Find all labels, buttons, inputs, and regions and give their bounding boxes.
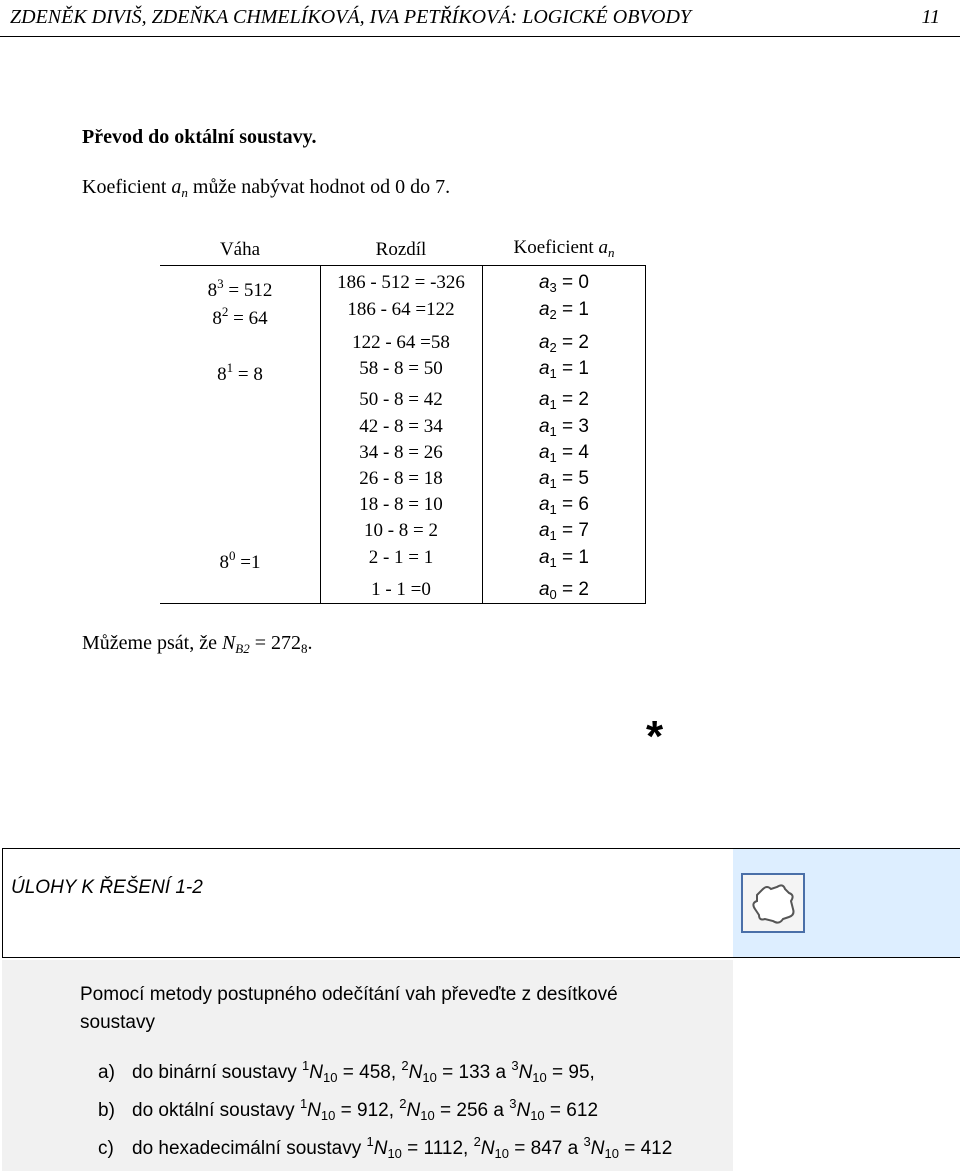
weight-base: 8 [212,308,222,329]
weight-cell [160,548,320,574]
table-header-rule [160,265,646,266]
task-body [2,960,733,1171]
task-item-text: do oktální soustavy [132,1100,295,1121]
conversion-table [160,236,646,604]
weight-exp: 0 [229,548,236,563]
coef-value: = 1 [556,358,590,379]
value-index: 2 [473,1134,481,1149]
task-header-box [2,848,960,958]
value-base: 10 [323,1070,338,1085]
value-index: 3 [509,1096,517,1111]
header-rule [0,36,960,37]
coefficient-cell [482,272,646,295]
coef-var: a [538,272,550,293]
weight-exp: 1 [226,360,234,375]
value-index: 1 [302,1058,310,1073]
task-icon-panel [733,849,960,957]
value-base: 10 [420,1108,435,1123]
coefficient-cell [482,358,646,381]
coef-value: = 2 [556,332,590,353]
coef-var: a [538,494,550,515]
difference-cell: 186 - 512 = -326 [337,272,465,293]
value-base: 10 [320,1108,336,1123]
coefficient-cell [482,494,646,517]
task-item-label: b) [98,1100,115,1121]
value-index: 2 [399,1096,407,1111]
coef-sub: 1 [549,476,557,491]
task-item [98,1058,595,1085]
task-item-text: do binární soustavy [132,1062,297,1083]
coef-var: a [538,332,550,353]
weight-base: 8 [219,552,230,573]
value-index: 1 [366,1134,374,1149]
task-item-label: c) [98,1138,114,1159]
coef-sub: 1 [549,397,557,412]
coef-sub: 1 [549,555,557,570]
weight-cell [160,360,320,386]
coef-var: a [538,358,550,379]
value-var: N [518,1062,533,1083]
coef-sub: 1 [549,502,557,517]
coef-var: a [538,547,550,568]
value-index: 1 [299,1096,308,1111]
value-eq: = 612 [544,1100,599,1121]
coef-value: = 2 [556,389,590,410]
coefficient-cell [482,520,646,543]
coef-value: = 7 [556,520,590,541]
difference-cell: 26 - 8 = 18 [359,468,443,489]
conclusion-line: Můžeme psát, že $N_{B2} = 272_8$. [82,632,313,656]
task-intro: Pomocí metody postupného odečítání vah převeďte z desítkové [80,984,618,1005]
page-number: 11 [921,6,940,28]
task-item-label: a) [98,1062,115,1083]
header-weight: Váha [219,239,261,260]
coef-sub: 2 [549,340,557,355]
coef-sub: 1 [549,450,557,465]
value-var: N [307,1100,321,1121]
coefficient-cell [482,547,646,570]
difference-cell: 42 - 8 = 34 [359,416,443,437]
section-title: Převod do oktální soustavy. [82,126,317,148]
coefficient-cell [482,416,646,439]
table-bottom-rule [160,603,646,604]
task-item [98,1096,598,1123]
coef-value: = 3 [556,416,590,437]
value-var: N [408,1062,423,1083]
weight-cell [160,276,320,302]
value-eq: = 458, [337,1062,397,1083]
coef-sub: 1 [549,528,557,543]
value-var: N [480,1138,495,1159]
section-end-star: * [646,712,664,761]
value-base: 10 [604,1146,619,1161]
value-index: 3 [583,1134,591,1149]
coef-sub: 3 [549,280,557,295]
coef-value: = 5 [556,468,590,489]
value-var: N [516,1100,531,1121]
coefficient-cell [482,579,646,602]
weight-value: =1 [235,552,261,573]
value-eq: = 95, [546,1062,595,1083]
coefficient-cell [482,299,646,322]
weight-value: = 8 [233,364,263,385]
value-index: 3 [511,1058,519,1073]
value-eq: = 912, [335,1100,395,1121]
difference-cell: 34 - 8 = 26 [359,442,443,463]
coef-sub: 1 [549,366,557,381]
value-eq: = 1112, [401,1138,469,1159]
value-base: 10 [532,1070,547,1085]
value-eq: = 847 a [509,1138,579,1159]
value-var: N [590,1138,605,1159]
value-index: 2 [401,1058,409,1073]
coef-var: a [538,520,550,541]
difference-cell: 186 - 64 =122 [347,299,455,320]
puzzle-icon-graphic [743,875,803,931]
value-base: 10 [530,1108,545,1123]
coef-sub: 0 [549,587,557,602]
header-title: ZDENĚK DIVIŠ, ZDEŇKA CHMELÍKOVÁ, IVA PETŘÍKOVÁ: LOGICKÉ OBVODY [10,6,692,28]
task-item [98,1134,672,1161]
coefficient-cell [482,389,646,412]
coef-var: a [538,579,550,600]
coefficient-cell [482,442,646,465]
difference-cell: 1 - 1 =0 [371,579,431,600]
coef-value: = 1 [556,299,590,320]
difference-cell: 18 - 8 = 10 [359,494,443,515]
coef-var: a [538,468,550,489]
value-var: N [309,1062,324,1083]
weight-exp: 3 [217,276,224,291]
coefficient-cell [482,468,646,491]
value-base: 10 [387,1146,402,1161]
header-coefficient: Koeficient $a_n$ [513,237,615,260]
coef-sub: 2 [549,307,557,322]
weight-base: 8 [207,280,218,301]
puzzle-icon [741,873,805,933]
coef-var: a [538,299,550,320]
page-header [10,6,950,29]
weight-exp: 2 [221,304,229,319]
coef-var: a [538,389,550,410]
difference-cell: 58 - 8 = 50 [359,358,443,379]
task-intro-cont: soustavy [80,1012,155,1033]
difference-cell: 50 - 8 = 42 [359,389,443,410]
coef-value: = 4 [556,442,590,463]
coef-value: = 2 [556,579,590,600]
coef-value: = 6 [556,494,590,515]
intro-line: Koeficient $a_n$ může nabývat hodnot od 0 do 7. [82,176,451,200]
value-base: 10 [494,1146,510,1161]
coef-value: = 0 [556,272,590,293]
difference-cell: 2 - 1 = 1 [368,547,434,568]
value-eq: = 256 a [434,1100,504,1121]
weight-cell [160,304,320,330]
task-title: ÚLOHY K ŘEŠENÍ 1-2 [11,877,203,898]
value-var: N [406,1100,421,1121]
weight-value: = 512 [223,280,273,301]
coef-sub: 1 [549,424,557,439]
weight-value: = 64 [228,308,268,329]
difference-cell: 10 - 8 = 2 [363,520,439,541]
coef-var: a [538,442,550,463]
value-var: N [373,1138,388,1159]
coefficient-cell [482,332,646,355]
value-eq: = 412 [618,1138,673,1159]
value-base: 10 [422,1070,437,1085]
header-difference: Rozdíl [375,239,427,260]
value-eq: = 133 a [436,1062,507,1083]
weight-base: 8 [217,364,227,385]
coef-var: a [538,416,550,437]
coef-value: = 1 [556,547,590,568]
difference-cell: 122 - 64 =58 [352,332,450,353]
task-item-text: do hexadecimální soustavy [132,1138,362,1159]
